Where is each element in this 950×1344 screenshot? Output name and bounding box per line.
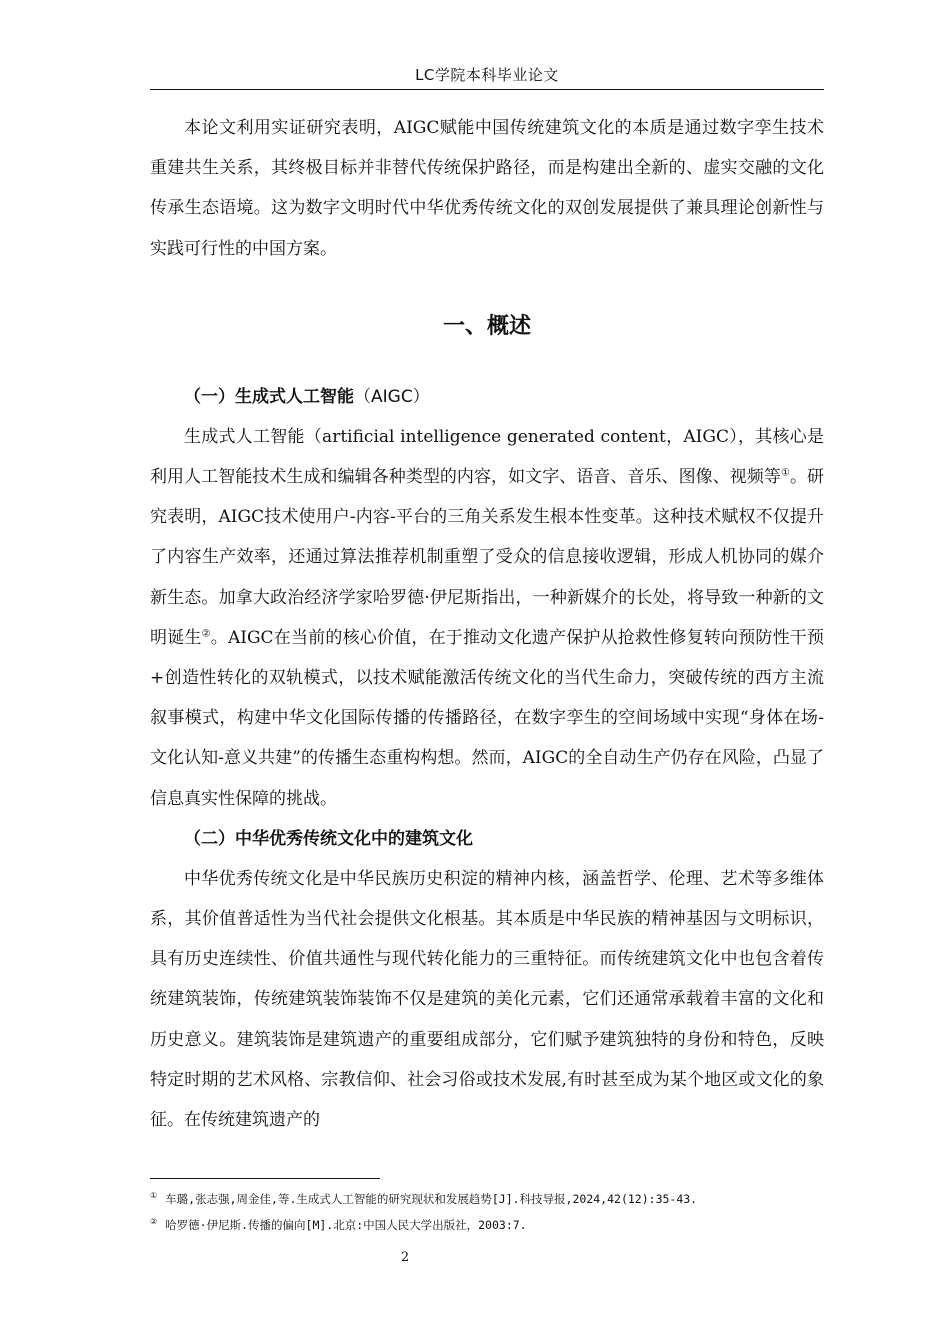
aigc-text-b: 。研究表明，AIGC技术使用户-内容-平台的三角关系发生根本性变革。这种技术赋权不仅提升了内容生产效率，还通过算法推荐机制重塑了受众的信息接收逻辑，形成人机协同的媒介新生态。加拿大政治经济学家哈罗德·伊尼斯指出，一种新媒介的长处，将导致一种新的文明诞生 — [150, 467, 825, 648]
aigc-paragraph — [150, 417, 824, 819]
footnote-rule — [150, 1178, 380, 1179]
page-body — [150, 108, 824, 1140]
architecture-paragraph: 中华优秀传统文化是中华民族历史积淀的精神内核，涵盖哲学、伦理、艺术等多维体系，其价值普适性为当代社会提供文化根基。其本质是中华民族的精神基因与文明标识，具有历史连续性、价值共通性与现代转化能力的三重特征。而传统建筑文化中也包含着传统建筑装饰，传统建筑装饰装饰不仅是建筑的美化元素，它们还通常承载着丰富的文化和历史意义。建筑装饰是建筑遗产的重要组成部分，它们赋予建筑独特的身份和特色，反映特定时期的艺术风格、宗教信仰、社会习俗或技术发展,有时甚至成为某个地区或文化的象征。在传统建筑遗产的 — [150, 868, 824, 1131]
subsection-title-normal: （AIGC） — [354, 386, 430, 407]
subsection-title-bold: （一）生成式人工智能 — [184, 386, 354, 407]
aigc-text-a: 生成式人工智能（artificial intelligence generated content，AIGC），其核心是利用人工智能技术生成和编辑各种类型的内容，如文字、语音、音乐、图像、视频等 — [150, 426, 824, 488]
footnote-1 — [150, 1186, 824, 1212]
subsection-title-architecture: （二）中华优秀传统文化中的建筑文化 — [184, 828, 473, 849]
intro-paragraph: 本论文利用实证研究表明，AIGC赋能中国传统建筑文化的本质是通过数字孪生技术重建共生关系，其终极目标并非替代传统保护路径，而是构建出全新的、虚实交融的文化传承生态语境。这为数字文明时代中华优秀传统文化的双创发展提供了兼具理论创新性与实践可行性的中国方案。 — [150, 118, 824, 259]
footnote-ref-1[interactable]: ① — [780, 467, 790, 479]
page-number: 2 — [400, 1250, 410, 1265]
footnotes — [150, 1186, 824, 1238]
running-header: LC学院本科毕业论文 — [415, 66, 559, 84]
aigc-text-c: 。AIGC在当前的核心价值，在于推动文化遗产保护从抢救性修复转向预防性干预+创造性转化的双轨模式，以技术赋能激活传统文化的当代生命力，突破传统的西方主流叙事模式，构建中华文化国际传播的传播路径，在数字孪生的空间场域中实现“身体在场-文化认知-意义共建”的传播生态重构构想。然而，AIGC的全自动生产仍存在风险，凸显了信息真实性保障的挑战。 — [150, 627, 825, 809]
footnote-mark: ② — [150, 1217, 158, 1227]
footnote-mark: ① — [150, 1191, 158, 1201]
section-title: 一、概述 — [442, 313, 531, 339]
header-rule — [150, 89, 824, 90]
footnote-text: 哈罗德·伊尼斯.传播的偏向[M].北京:中国人民大学出版社，2003:7. — [165, 1218, 527, 1232]
footnote-ref-2[interactable]: ② — [201, 628, 211, 640]
footnote-2 — [150, 1212, 824, 1238]
footnote-text: 车璐,张志强,周金佳,等.生成式人工智能的研究现状和发展趋势[J].科技导报,2024,42(12):35-43. — [165, 1192, 698, 1206]
subsection-title-aigc — [150, 377, 824, 417]
